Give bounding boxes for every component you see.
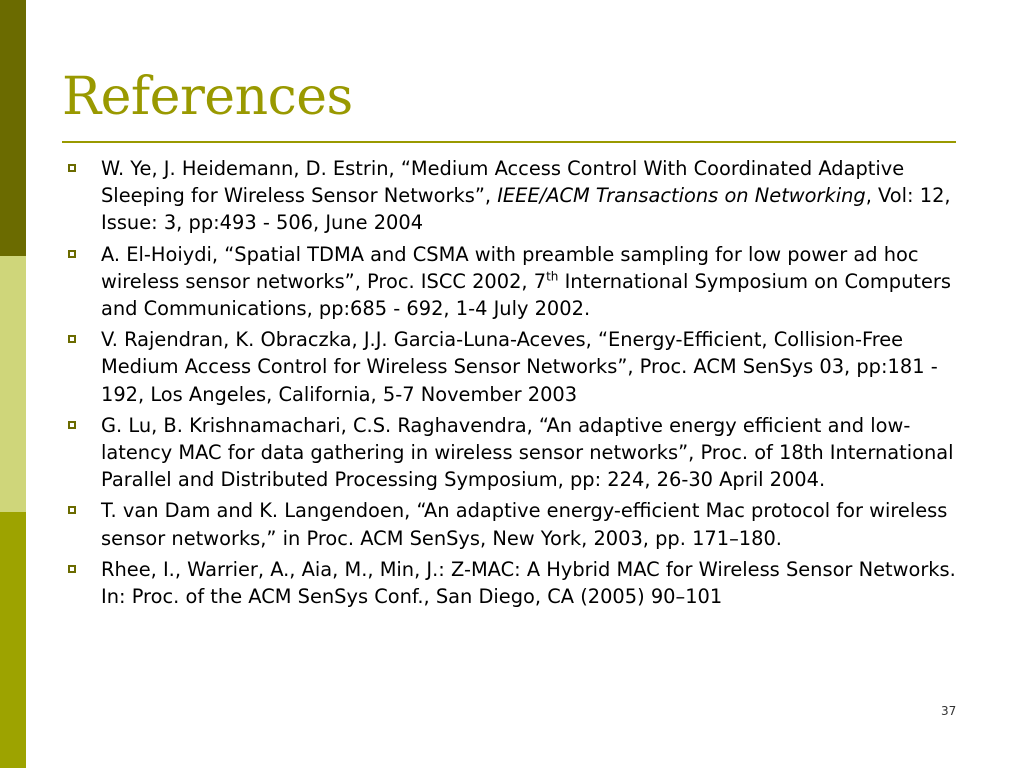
sidebar-stripe-bottom [0, 512, 26, 768]
reference-item [63, 556, 965, 610]
reference-venue: IEEE/ACM Transactions on Networking [497, 184, 866, 208]
hollow-square-icon [68, 250, 76, 258]
sidebar-stripe-top [0, 0, 26, 256]
reference-text: , Vol: 12, Issue: 3, pp:493 - 506, June 2004 [101, 184, 951, 235]
reference-text: International Symposium on Computers and Communications, pp:685 - 692, 1-4 July 2002. [101, 269, 951, 321]
reference-text: W. Ye, J. Heidemann, D. Estrin, “Medium Access Control With Coordinated Adaptive Sleeping for Wireless Sensor Networks”, [101, 157, 905, 208]
hollow-square-icon [68, 506, 76, 514]
reference-item [63, 155, 965, 237]
hollow-square-icon [68, 164, 76, 172]
reference-item [63, 326, 965, 408]
title-divider [62, 141, 956, 143]
reference-text: A. El-Hoiydi, “Spatial TDMA and CSMA with preamble sampling for low power ad hoc wireless sensor networks”, Proc. ISCC 2002, 7 [101, 242, 919, 293]
reference-item [63, 241, 965, 323]
reference-item [63, 412, 965, 494]
hollow-square-icon [68, 335, 76, 343]
reference-item [63, 497, 965, 551]
reference-text: V. Rajendran, K. Obraczka, J.J. Garcia-Luna-Aceves, “Energy-Efficient, Collision-Free Medium Access Control for Wireless Sensor Networks”, Proc. ACM SenSys 03, pp:181 - 192, Los Angeles, California, 5-7 November 2003 [101, 328, 938, 406]
hollow-square-icon [68, 565, 76, 573]
page-number: 37 [941, 704, 957, 718]
sidebar-stripe-middle [0, 256, 26, 512]
reference-text: G. Lu, B. Krishnamachari, C.S. Raghavendra, “An adaptive energy efficient and low-latency MAC for data gathering in wireless sensor networks”, Proc. of 18th International Parallel and Distributed Processing Symposium, pp: 224, 26-30 April 2004. [101, 413, 954, 492]
reference-text: T. van Dam and K. Langendoen, “An adaptive energy-efficient Mac protocol for wireless sensor networks,” in Proc. ACM SenSys, New York, 2003, pp. 171–180. [101, 499, 948, 550]
hollow-square-icon [68, 421, 76, 429]
slide-title: References [62, 67, 353, 127]
sidebar-stripe [0, 0, 26, 768]
ordinal-suffix: th [546, 269, 559, 284]
references-list [63, 155, 965, 614]
reference-text: Rhee, I., Warrier, A., Aia, M., Min, J.: Z-MAC: A Hybrid MAC for Wireless Sensor Networks. In: Proc. of the ACM SenSys Conf., San Diego, CA (2005) 90–101 [101, 557, 956, 609]
